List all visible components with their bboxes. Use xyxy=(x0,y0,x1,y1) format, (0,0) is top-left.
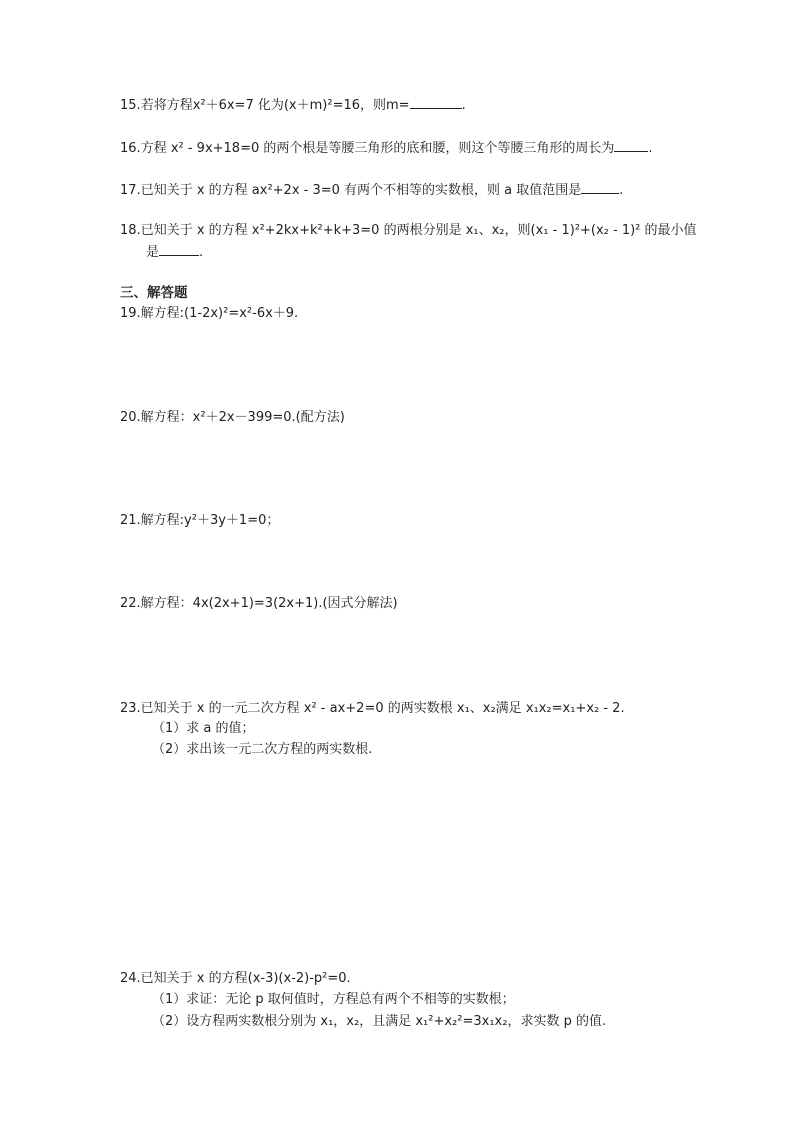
question-18-number: 18. xyxy=(120,223,141,238)
question-15-number: 15. xyxy=(120,98,141,113)
question-24-part-2: （2）设方程两实数根分别为 x₁，x₂，且满足 x₁²+x₂²=3x₁x₂，求实数 p 的值. xyxy=(152,1014,607,1029)
question-16-text: 方程 x² - 9x+18=0 的两个根是等腰三角形的底和腰，则这个等腰三角形的周长为 xyxy=(140,141,615,156)
question-17-tail: . xyxy=(619,183,624,198)
answer-blank-15[interactable] xyxy=(410,96,462,109)
question-15-tail: . xyxy=(461,98,466,113)
question-24-part-1: （1）求证：无论 p 取何值时，方程总有两个不相等的实数根； xyxy=(152,992,515,1007)
answer-blank-17[interactable] xyxy=(581,181,619,194)
question-18-cont: 是 xyxy=(146,245,160,260)
question-17-number: 17. xyxy=(120,183,141,198)
section-heading: 三、解答题 xyxy=(120,285,188,301)
question-18-text: 已知关于 x 的方程 x²+2kx+k²+k+3=0 的两根分别是 x₁、x₂，则(x₁ - 1)²+(x₂ - 1)² 的最小值 xyxy=(140,223,697,238)
question-18 xyxy=(120,222,697,240)
answer-blank-18[interactable] xyxy=(159,243,199,256)
question-17 xyxy=(120,181,623,200)
question-21: 21.解方程:y²＋3y＋1=0； xyxy=(120,513,280,528)
question-24-stem: 24.已知关于 x 的方程(x-3)(x-2)-p²=0. xyxy=(120,971,351,986)
question-23-part-1: （1）求 a 的值； xyxy=(152,721,255,736)
question-15-text: 若将方程x²＋6x=7 化为(x＋m)²=16，则m= xyxy=(140,98,410,113)
question-17-text: 已知关于 x 的方程 ax²+2x - 3=0 有两个不相等的实数根，则 a 取值范围是 xyxy=(140,183,582,198)
question-18-continued xyxy=(146,243,203,262)
question-16-tail: . xyxy=(648,141,653,156)
question-23-stem: 23.已知关于 x 的一元二次方程 x² - ax+2=0 的两实数根 x₁、x₂满足 x₁x₂=x₁+x₂ - 2. xyxy=(120,701,625,716)
question-18-tail: . xyxy=(199,245,204,260)
question-16-number: 16. xyxy=(120,141,141,156)
question-23-part-2: （2）求出该一元二次方程的两实数根. xyxy=(152,742,373,757)
question-16 xyxy=(120,139,653,158)
question-19: 19.解方程:(1-2x)²=x²-6x＋9. xyxy=(120,306,299,321)
question-20: 20.解方程：x²＋2x－399=0.(配方法) xyxy=(120,410,345,425)
question-15 xyxy=(120,96,466,115)
answer-blank-16[interactable] xyxy=(614,139,648,152)
question-22: 22.解方程：4x(2x+1)=3(2x+1).(因式分解法) xyxy=(120,596,398,611)
